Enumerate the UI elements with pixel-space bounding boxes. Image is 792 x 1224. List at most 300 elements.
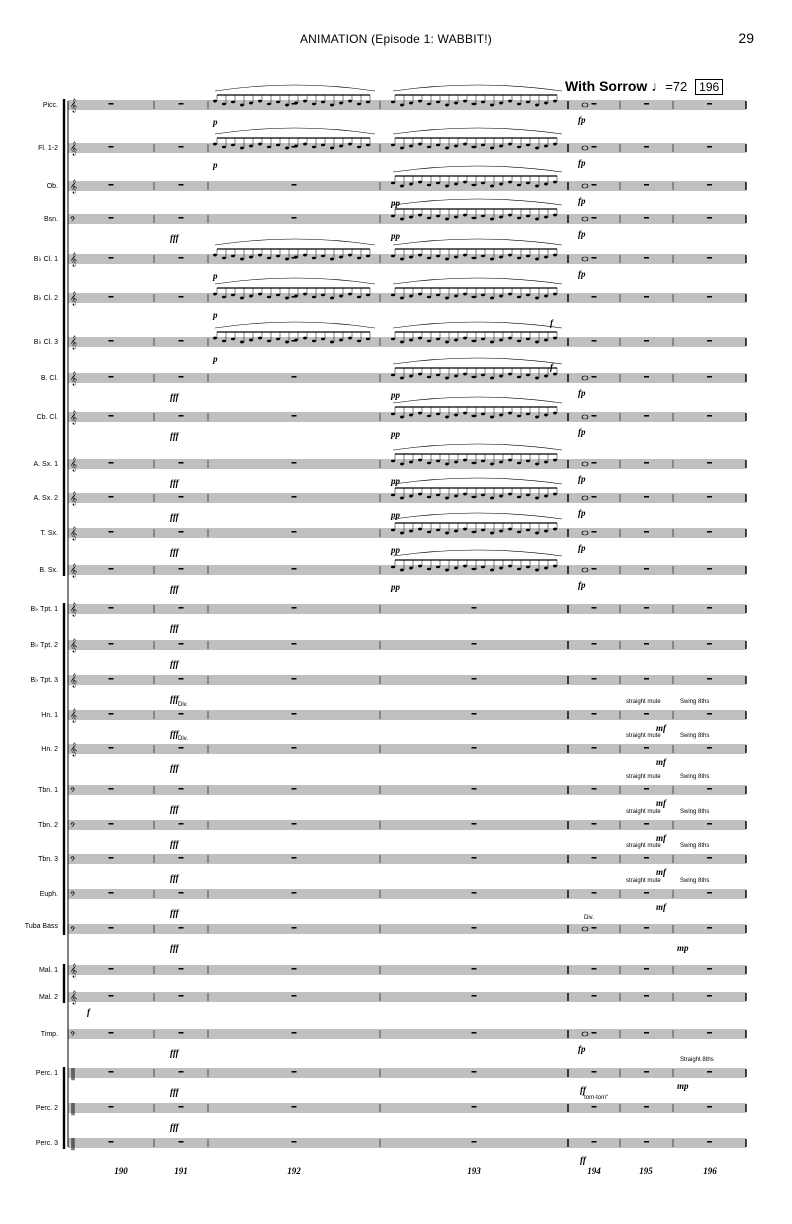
instrument-label: Tuba Bass [24,923,58,930]
notehead [348,143,352,146]
whole-rest [592,296,597,297]
notehead [526,215,530,218]
notehead [339,295,343,298]
whole-rest [292,415,297,416]
dynamic-mf: mf [656,798,666,808]
technique-div: Div. [178,736,188,742]
instrument-label: T. Sx. [40,530,58,537]
notehead [330,297,334,300]
notehead [463,293,467,296]
notehead [544,414,548,417]
notehead [330,147,334,150]
notehead [348,254,352,257]
notehead [312,296,316,299]
whole-rest [179,892,184,893]
notehead [213,100,217,103]
whole-rest [292,968,297,969]
instrument-label: B♭ Tpt. 3 [30,677,58,684]
clef-icon: 𝄞 [70,563,78,577]
notehead [508,214,512,217]
notehead [321,294,325,297]
whole-rest [644,892,649,893]
notehead [427,217,431,220]
dynamic-fff: fff [170,804,179,814]
instrument-label: Hn. 1 [41,712,58,719]
dynamic-fff: fff [170,584,179,594]
notehead [508,493,512,496]
notehead [285,258,289,261]
whole-rest [707,296,712,297]
whole-rest [707,713,712,714]
dynamic-fp: fp [578,427,586,437]
notehead [481,294,485,297]
notehead [357,146,361,149]
notehead [400,104,404,107]
dynamic-fff: fff [170,431,179,441]
notehead [321,144,325,147]
dynamic-fff: fff [170,623,179,633]
notehead [339,339,343,342]
notehead [339,256,343,259]
dynamic-mp: mp [677,1081,689,1091]
notehead [427,146,431,149]
whole-rest [592,340,597,341]
notehead [213,254,217,257]
notehead [267,257,271,260]
notehead [409,567,413,570]
whole-rest [644,496,649,497]
whole-rest [109,1141,114,1142]
whole-rest [707,1032,712,1033]
notehead [463,565,467,568]
notehead [427,296,431,299]
whole-rest [472,995,477,996]
notehead [517,462,521,465]
notehead [535,497,539,500]
notehead [490,218,494,221]
whole-rest [292,788,297,789]
notehead [240,258,244,261]
notehead [508,337,512,340]
dynamic-mf: mf [656,902,666,912]
notehead [366,294,370,297]
notehead [490,569,494,572]
whole-rest [644,257,649,258]
slur [393,278,562,284]
whole-rest [109,184,114,185]
notehead [463,528,467,531]
notehead [391,255,395,258]
dynamic-fff: fff [170,943,179,953]
technique-swing-8ths: Swing 8ths [680,774,710,780]
notehead [454,295,458,298]
whole-rest [292,531,297,532]
notehead [436,255,440,258]
slur [215,85,375,91]
notehead [508,412,512,415]
dynamic-pp: pp [391,231,400,241]
notehead [285,147,289,150]
notehead [427,415,431,418]
notehead [454,461,458,464]
whole-rest [292,1032,297,1033]
notehead [499,145,503,148]
notehead [481,529,485,532]
dynamic-fp: fp [578,196,586,206]
whole-rest [707,788,712,789]
notehead [454,256,458,259]
whole-rest [707,217,712,218]
whole-rest [592,496,597,497]
clef-icon: 𝄞 [70,963,78,977]
dynamic-mf: mf [656,757,666,767]
tempo-text: With Sorrow [565,78,648,94]
notehead [418,337,422,340]
instrument-label: Cb. Cl. [36,414,58,421]
notehead [366,144,370,147]
notehead [249,295,253,298]
notehead [535,185,539,188]
notehead [267,340,271,343]
instrument-label: Fl. 1-2 [38,145,58,152]
notehead [436,182,440,185]
notehead [240,297,244,300]
technique-swing-8ths: Swing 8ths [680,699,710,705]
notehead [463,100,467,103]
notehead [303,100,307,103]
whole-rest [472,1071,477,1072]
notehead [231,338,235,341]
notehead [249,339,253,342]
notehead [445,463,449,466]
whole-rest [592,823,597,824]
notehead [436,413,440,416]
notehead [526,460,530,463]
whole-rest [292,1106,297,1107]
notehead [249,145,253,148]
whole-rest [292,462,297,463]
instrument-label: A. Sx. 2 [33,495,58,502]
notehead [535,258,539,261]
whole-rest [707,857,712,858]
notehead [357,296,361,299]
notehead [553,565,557,568]
notehead [366,255,370,258]
notehead [400,416,404,419]
notehead [499,461,503,464]
dynamic-p: p [213,354,218,364]
notehead [481,566,485,569]
whole-rest [109,607,114,608]
dynamic-pp: pp [391,582,400,592]
slur [393,478,562,484]
notehead [366,101,370,104]
dynamic-fff: fff [170,1048,179,1058]
notehead [294,102,298,105]
notehead [499,256,503,259]
notehead [553,293,557,296]
notehead [436,494,440,497]
notehead [409,461,413,464]
technique-straight-mute: straight mute [626,733,661,739]
notehead [526,494,530,497]
whole-rest [472,678,477,679]
whole-rest [707,415,712,416]
clef-icon: 𝄢 [70,787,76,797]
whole-rest [592,415,597,416]
notehead [391,338,395,341]
instrument-label: A. Sx. 1 [33,461,58,468]
notehead [508,143,512,146]
notehead [391,101,395,104]
whole-rest [179,217,184,218]
whole-rest [292,857,297,858]
whole-rest [707,1106,712,1107]
notehead [267,296,271,299]
instrument-label: B♭ Cl. 2 [33,295,58,302]
whole-rest [644,184,649,185]
whole-rest [644,857,649,858]
whole-rest [109,1032,114,1033]
clef-icon: 𝄞 [70,141,78,155]
percussion-clef-icon: ‖ [70,1136,76,1150]
whole-rest [707,1141,712,1142]
dynamic-fp: fp [578,269,586,279]
clef-icon: 𝄢 [70,216,76,226]
notehead [445,569,449,572]
dynamic-fff: fff [170,233,179,243]
notehead [366,338,370,341]
dynamic-pp: pp [391,545,400,555]
notehead [472,257,476,260]
notehead [517,415,521,418]
technique-div: Div. [178,702,188,708]
clef-icon: 𝄞 [70,638,78,652]
clef-icon: 𝄞 [70,526,78,540]
notehead [303,143,307,146]
notehead [276,101,280,104]
dynamic-ff: ff [580,1155,586,1165]
notehead [418,412,422,415]
notehead [222,340,226,343]
notehead [481,460,485,463]
notehead [544,256,548,259]
dynamic-mp: mp [677,943,689,953]
notehead [400,218,404,221]
whole-rest [644,568,649,569]
dynamic-fff: fff [170,392,179,402]
notehead [312,340,316,343]
whole-rest [707,892,712,893]
notehead [544,183,548,186]
notehead [294,145,298,148]
notehead [400,569,404,572]
whole-rest [179,857,184,858]
whole-rest [109,340,114,341]
whole-rest [644,823,649,824]
notehead [454,530,458,533]
instrument-label: B♭ Tpt. 1 [30,606,58,613]
whole-rest [592,713,597,714]
notehead [418,373,422,376]
dynamic-f: f [550,362,553,372]
whole-rest [472,643,477,644]
clef-icon: 𝄞 [70,371,78,385]
whole-rest [592,968,597,969]
whole-rest [472,968,477,969]
notehead [391,529,395,532]
whole-rest [644,747,649,748]
instrument-label: Mal. 1 [38,967,58,974]
whole-rest [292,1141,297,1142]
notehead [526,182,530,185]
notehead [303,254,307,257]
notehead [427,496,431,499]
notehead [321,338,325,341]
clef-icon: 𝄢 [70,1031,76,1041]
notehead [544,216,548,219]
dynamic-fp: fp [578,158,586,168]
whole-rest [292,184,297,185]
notehead [526,374,530,377]
notehead [454,375,458,378]
notehead [276,144,280,147]
whole-rest [109,496,114,497]
notehead [445,218,449,221]
notehead [339,102,343,105]
notehead [418,293,422,296]
notehead [391,460,395,463]
score-title: ANIMATION (Episode 1: WABBIT!) [299,32,493,46]
whole-rest [644,1141,649,1142]
dynamic-fff: fff [170,694,179,704]
notehead [499,414,503,417]
notehead [418,143,422,146]
dynamic-p: p [213,310,218,320]
notehead [499,295,503,298]
dynamic-fp: fp [578,508,586,518]
dynamic-mf: mf [656,833,666,843]
whole-rest [109,678,114,679]
slur [393,513,562,519]
notehead [409,102,413,105]
technique-swing-8ths: Swing 8ths [680,878,710,884]
whole-rest [644,713,649,714]
clef-icon: 𝄢 [70,856,76,866]
whole-rest [179,643,184,644]
notehead [427,184,431,187]
notehead [535,341,539,344]
notehead [472,184,476,187]
instrument-label: Perc. 1 [35,1070,58,1077]
whole-rest [179,995,184,996]
whole-rest [109,1071,114,1072]
notehead [427,340,431,343]
whole-rest [179,257,184,258]
measure-number: 194 [587,1166,601,1176]
notehead [445,532,449,535]
dynamic-fp: fp [578,115,586,125]
notehead [508,565,512,568]
notehead [391,215,395,218]
notehead [526,255,530,258]
notehead [231,294,235,297]
whole-rest [644,103,649,104]
whole-rest [472,927,477,928]
technique-div: Div. [584,915,594,921]
whole-rest [707,678,712,679]
notehead [258,293,262,296]
percussion-clef-icon: ‖ [70,1066,76,1080]
notehead [409,530,413,533]
instrument-label: B. Cl. [40,375,58,382]
notehead [400,497,404,500]
whole-rest [472,713,477,714]
notehead [517,568,521,571]
whole-rest [179,1032,184,1033]
whole-rest [592,643,597,644]
notehead [231,101,235,104]
notehead [436,338,440,341]
instrument-label: B♭ Cl. 1 [33,256,58,263]
whole-rest [292,823,297,824]
whole-rest [592,857,597,858]
clef-icon: 𝄢 [70,822,76,832]
whole-rest [292,643,297,644]
whole-rest [179,788,184,789]
whole-rest [292,678,297,679]
notehead [526,101,530,104]
instrument-label: Tbn. 1 [38,787,58,794]
notehead [418,528,422,531]
whole-rest [644,927,649,928]
notehead [294,295,298,298]
notehead [499,102,503,105]
notehead [499,375,503,378]
notehead [231,144,235,147]
notehead [445,147,449,150]
notehead [400,532,404,535]
notehead [472,496,476,499]
slur [393,128,562,134]
notehead [339,145,343,148]
technique-tom-tom: "tom-tom" [582,1095,609,1101]
clef-icon: 𝄞 [70,410,78,424]
whole-rest [707,643,712,644]
notehead [508,459,512,462]
dynamic-f: f [87,1007,90,1017]
notehead [463,214,467,217]
slur [393,444,562,450]
notehead [544,375,548,378]
whole-rest [179,823,184,824]
dynamic-fff: fff [170,512,179,522]
dynamic-f: f [550,318,553,328]
dynamic-mf: mf [656,723,666,733]
whole-rest [179,1106,184,1107]
measure-number: 196 [703,1166,717,1176]
whole-rest [292,995,297,996]
notehead [258,337,262,340]
instrument-label: Tbn. 2 [38,822,58,829]
whole-rest [707,568,712,569]
whole-rest [292,568,297,569]
notehead [472,296,476,299]
dynamic-p: p [213,271,218,281]
notehead [231,255,235,258]
clef-icon: 𝄞 [70,179,78,193]
notehead [481,255,485,258]
